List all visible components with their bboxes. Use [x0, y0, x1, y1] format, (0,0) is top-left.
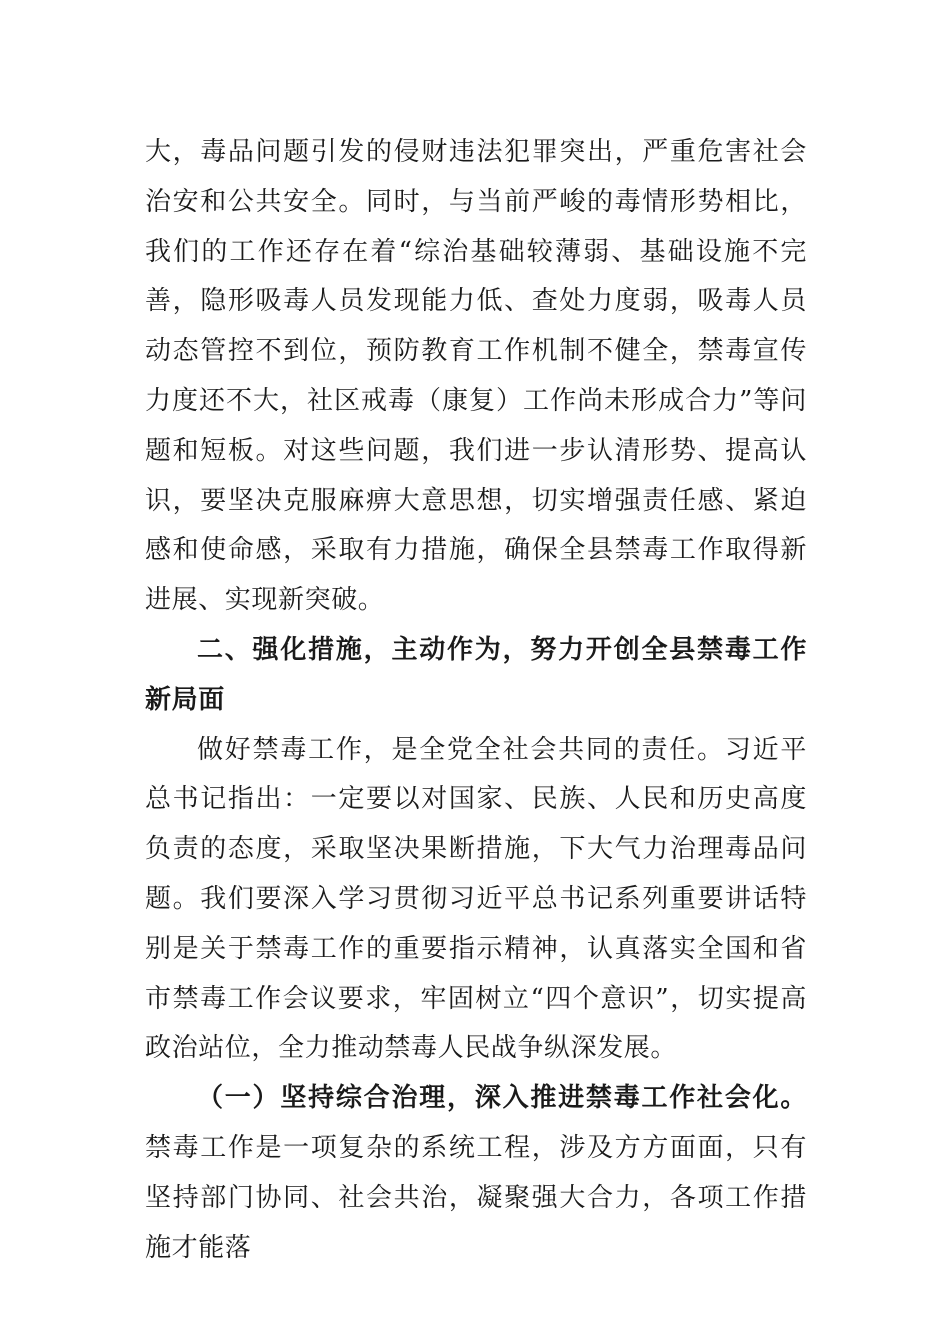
section-heading-2: 二、强化措施，主动作为，努力开创全县禁毒工作新局面 — [145, 634, 807, 715]
paragraph-continuation: 大，毒品问题引发的侵财违法犯罪突出，严重危害社会治安和公共安全。同时，与当前严峻的毒情形势相比，我们的工作还存在着“综治基础较薄弱、基础设施不完善，隐形吸毒人员发现能力低、查处力度弱，吸毒人员动态管控不到位，预防教育工作机制不健全，禁毒宣传力度还不大，社区戒毒（康复）工作尚未形成合力”等问题和短板。对这些问题，我们进一步认清形势、提高认识，要坚决克服麻痹大意思想，切实增强责任感、紧迫感和使命感，采取有力措施，确保全县禁毒工作取得新进展、实现新突破。 — [145, 137, 807, 616]
subsection-1-heading: （一）坚持综合治理，深入推进禁毒工作社会化。 — [197, 1083, 807, 1114]
paragraph-subsection-1 — [145, 1074, 807, 1273]
subsection-1-text: 禁毒工作是一项复杂的系统工程，涉及方方面面，只有坚持部门协同、社会共治，凝聚强大合力，各项工作措施才能落 — [145, 1132, 807, 1263]
document-body — [145, 128, 807, 1273]
paragraph-intro: 做好禁毒工作，是全党全社会共同的责任。习近平总书记指出：一定要以对国家、民族、人民和历史高度负责的态度，采取坚决果断措施，下大气力治理毒品问题。我们要深入学习贯彻习近平总书记系列重要讲话特别是关于禁毒工作的重要指示精神，认真落实全国和省市禁毒工作会议要求，牢固树立“四个意识”，切实提高政治站位，全力推动禁毒人民战争纵深发展。 — [145, 734, 807, 1064]
